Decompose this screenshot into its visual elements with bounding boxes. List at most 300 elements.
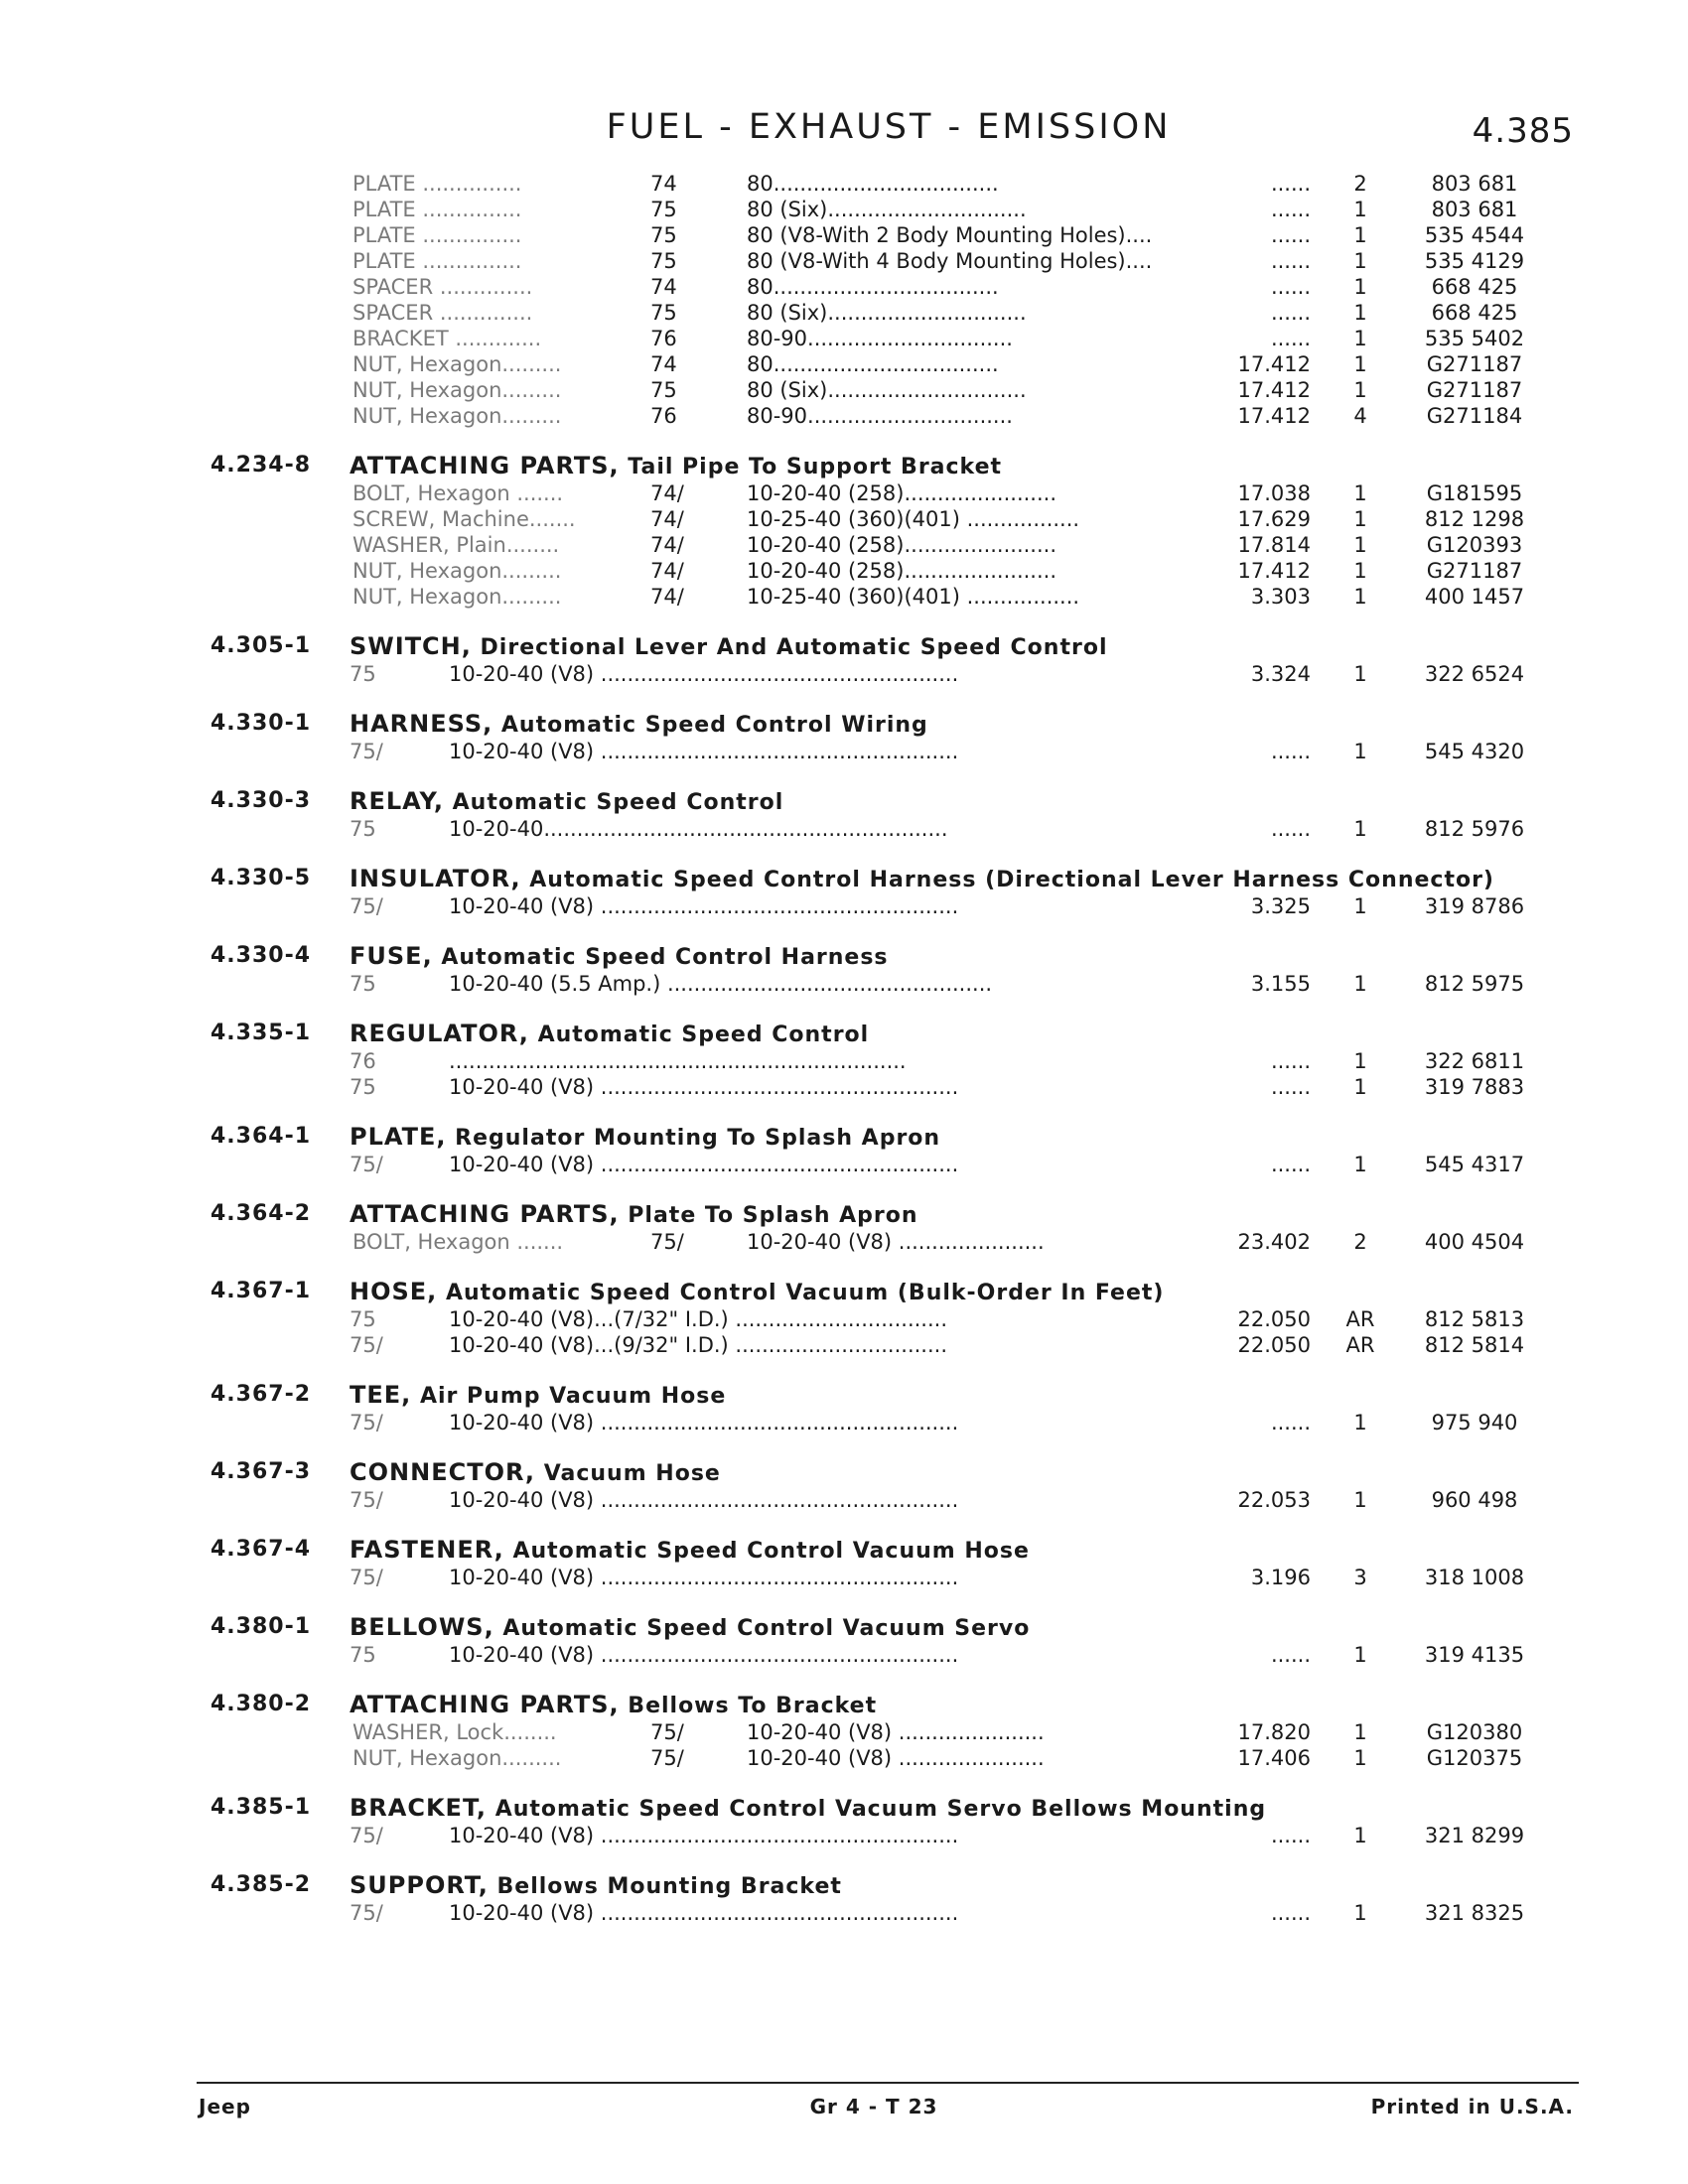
part-group — [0, 1612, 1688, 1668]
part-group — [0, 709, 1688, 764]
group-title — [350, 786, 783, 818]
index-number: 17.412 — [1237, 559, 1311, 583]
part-number: 321 8325 — [1424, 1901, 1525, 1925]
group-header — [0, 1793, 1688, 1823]
index-number: 3.196 — [1250, 1566, 1311, 1589]
application: 80 (Six).............................. — [747, 301, 1027, 325]
group-number: 4.367-3 — [211, 1459, 312, 1484]
group-description: Automatic Speed Control — [452, 790, 784, 815]
quantity: 1 — [1353, 249, 1367, 273]
part-name: PLATE ............... — [352, 223, 522, 247]
group-description: Automatic Speed Control Vacuum (Bulk-Order In Feet) — [445, 1281, 1165, 1305]
model-ref: 75/ — [650, 1746, 684, 1770]
model-ref: 75/ — [350, 1488, 383, 1512]
part-number: 535 5402 — [1424, 327, 1525, 350]
group-number: 4.364-1 — [211, 1124, 312, 1149]
part-number: G271187 — [1426, 352, 1523, 376]
part-name: PLATE ............... — [352, 198, 522, 221]
part-name: WASHER, Plain........ — [352, 533, 560, 557]
part-row — [0, 971, 1688, 997]
model-ref: 75/ — [350, 1333, 383, 1357]
part-row — [0, 1410, 1688, 1435]
group-number: 4.305-1 — [211, 633, 312, 658]
group-name: ATTACHING PARTS, — [350, 452, 620, 479]
part-row — [0, 558, 1688, 584]
part-row — [0, 248, 1688, 274]
quantity: 1 — [1353, 301, 1367, 325]
part-number: 319 8786 — [1424, 894, 1525, 918]
part-row — [0, 584, 1688, 610]
model-ref: 75 — [350, 1643, 376, 1667]
part-name: PLATE ............... — [352, 172, 522, 196]
quantity: 2 — [1353, 172, 1367, 196]
part-row — [0, 661, 1688, 687]
group-header — [0, 786, 1688, 816]
quantity: 1 — [1353, 1153, 1367, 1176]
part-name: PLATE ............... — [352, 249, 522, 273]
model-ref: 76 — [650, 404, 677, 428]
part-group — [0, 1793, 1688, 1848]
group-number: 4.335-1 — [211, 1021, 312, 1045]
group-header — [0, 1277, 1688, 1306]
group-header — [0, 451, 1688, 480]
part-group — [0, 941, 1688, 997]
application: 80 (V8-With 4 Body Mounting Holes).... — [747, 249, 1153, 273]
group-header — [0, 1380, 1688, 1410]
part-number: 545 4320 — [1424, 740, 1525, 763]
part-row — [0, 1745, 1688, 1771]
part-number: G181595 — [1426, 481, 1523, 505]
application: 10-20-40 (V8) ...................................................... — [449, 894, 959, 918]
application: 10-20-40 (V8) ...................................................... — [449, 1566, 959, 1589]
model-ref: 75 — [650, 223, 677, 247]
part-number: 535 4544 — [1424, 223, 1525, 247]
group-number: 4.330-4 — [211, 943, 312, 968]
application: 80 (V8-With 2 Body Mounting Holes).... — [747, 223, 1153, 247]
part-row — [0, 351, 1688, 377]
model-ref: 75 — [350, 817, 376, 841]
index-number: 22.050 — [1237, 1307, 1311, 1331]
part-row — [0, 1719, 1688, 1745]
quantity: 1 — [1353, 559, 1367, 583]
group-number: 4.380-2 — [211, 1692, 312, 1716]
application: 80-90............................... — [747, 404, 1013, 428]
application: 10-20-40 (258)....................... — [747, 533, 1056, 557]
part-group — [0, 1019, 1688, 1100]
group-name: ATTACHING PARTS, — [350, 1200, 620, 1228]
quantity: 1 — [1353, 817, 1367, 841]
model-ref: 74 — [650, 172, 677, 196]
part-number: 812 5814 — [1424, 1333, 1525, 1357]
application: 80 (Six).............................. — [747, 378, 1027, 402]
part-number: 318 1008 — [1424, 1566, 1525, 1589]
part-name: SPACER .............. — [352, 301, 533, 325]
model-ref: 75 — [650, 249, 677, 273]
group-title — [350, 1870, 842, 1902]
index-number: ...... — [1270, 1153, 1311, 1176]
group-description: Automatic Speed Control Harness (Directional Lever Harness Connector) — [529, 868, 1494, 892]
quantity: 1 — [1353, 1746, 1367, 1770]
model-ref: 75/ — [350, 1153, 383, 1176]
index-number: ...... — [1270, 301, 1311, 325]
part-number: G271187 — [1426, 378, 1523, 402]
part-row — [0, 171, 1688, 197]
group-header — [0, 1457, 1688, 1487]
part-number: 812 5976 — [1424, 817, 1525, 841]
part-row — [0, 1306, 1688, 1332]
part-group — [0, 1457, 1688, 1513]
index-number: ...... — [1270, 1075, 1311, 1099]
model-ref: 75 — [350, 1075, 376, 1099]
page-title: FUEL - EXHAUST - EMISSION — [606, 107, 1172, 147]
quantity: 3 — [1353, 1566, 1367, 1589]
part-row — [0, 532, 1688, 558]
part-group — [0, 864, 1688, 919]
model-ref: 75 — [350, 972, 376, 996]
application: 80.................................. — [747, 172, 999, 196]
model-ref: 75/ — [350, 1566, 383, 1589]
application: 10-20-40 (V8) ...................................................... — [449, 1411, 959, 1434]
quantity: 1 — [1353, 585, 1367, 609]
part-row — [0, 480, 1688, 506]
group-name: SWITCH, — [350, 632, 472, 660]
index-number: ...... — [1270, 223, 1311, 247]
quantity: 1 — [1353, 894, 1367, 918]
index-number: 17.412 — [1237, 352, 1311, 376]
part-row — [0, 326, 1688, 351]
index-number: 23.402 — [1237, 1230, 1311, 1254]
part-number: 668 425 — [1431, 275, 1518, 299]
index-number: ...... — [1270, 1411, 1311, 1434]
group-number: 4.330-5 — [211, 866, 312, 890]
part-name: SPACER .............. — [352, 275, 533, 299]
quantity: 1 — [1353, 1824, 1367, 1847]
part-number: 321 8299 — [1424, 1824, 1525, 1847]
group-name: FASTENER, — [350, 1536, 504, 1564]
group-title — [350, 1122, 940, 1154]
part-name: SCREW, Machine....... — [352, 507, 576, 531]
part-row — [0, 1487, 1688, 1513]
part-name: WASHER, Lock........ — [352, 1720, 557, 1744]
quantity: 1 — [1353, 972, 1367, 996]
part-row — [0, 1048, 1688, 1074]
part-group — [0, 1690, 1688, 1771]
group-description: Plate To Splash Apron — [628, 1203, 918, 1228]
index-number: 22.053 — [1237, 1488, 1311, 1512]
part-number: G120375 — [1426, 1746, 1523, 1770]
part-row — [0, 1152, 1688, 1177]
index-number: ...... — [1270, 1049, 1311, 1073]
group-description: Tail Pipe To Support Bracket — [628, 455, 1003, 479]
part-name: NUT, Hexagon......... — [352, 404, 562, 428]
index-number: ...... — [1270, 327, 1311, 350]
group-number: 4.385-2 — [211, 1872, 312, 1897]
group-description: Automatic Speed Control Harness — [441, 945, 889, 970]
page-number: 4.385 — [1472, 111, 1574, 151]
part-number: 668 425 — [1431, 301, 1518, 325]
quantity: 1 — [1353, 1901, 1367, 1925]
group-description: Vacuum Hose — [543, 1461, 721, 1486]
application: 80-90............................... — [747, 327, 1013, 350]
part-row — [0, 197, 1688, 222]
part-row — [0, 1332, 1688, 1358]
model-ref: 76 — [350, 1049, 376, 1073]
group-name: BELLOWS, — [350, 1613, 494, 1641]
model-ref: 75/ — [350, 1901, 383, 1925]
group-header — [0, 1870, 1688, 1900]
part-row — [0, 1229, 1688, 1255]
part-number: 319 7883 — [1424, 1075, 1525, 1099]
quantity: 1 — [1353, 378, 1367, 402]
group-title — [350, 631, 1107, 663]
index-number: ...... — [1270, 1901, 1311, 1925]
index-number: 17.820 — [1237, 1720, 1311, 1744]
model-ref: 75/ — [650, 1230, 684, 1254]
quantity: 1 — [1353, 198, 1367, 221]
quantity: 1 — [1353, 481, 1367, 505]
group-description: Directional Lever And Automatic Speed Control — [480, 635, 1108, 660]
model-ref: 74/ — [650, 507, 684, 531]
group-number: 4.367-1 — [211, 1279, 312, 1303]
group-description: Bellows Mounting Bracket — [496, 1874, 842, 1899]
part-number: G120393 — [1426, 533, 1523, 557]
group-name: ATTACHING PARTS, — [350, 1691, 620, 1718]
index-number: ...... — [1270, 249, 1311, 273]
group-name: FUSE, — [350, 942, 433, 970]
parts-list — [0, 171, 1688, 1926]
group-title — [350, 1612, 1030, 1644]
part-row — [0, 403, 1688, 429]
group-title — [350, 1019, 869, 1050]
model-ref: 75/ — [350, 894, 383, 918]
group-title — [350, 864, 1494, 895]
part-name: BOLT, Hexagon ....... — [352, 1230, 564, 1254]
group-header — [0, 1535, 1688, 1565]
group-name: SUPPORT, — [350, 1871, 489, 1899]
quantity: 1 — [1353, 275, 1367, 299]
group-title — [350, 941, 889, 973]
quantity: 1 — [1353, 740, 1367, 763]
group-title — [350, 709, 928, 741]
model-ref: 75 — [650, 198, 677, 221]
part-name: NUT, Hexagon......... — [352, 352, 562, 376]
model-ref: 76 — [650, 327, 677, 350]
part-row — [0, 1900, 1688, 1926]
group-description: Automatic Speed Control — [537, 1023, 870, 1047]
application: 10-20-40 (V8) ...................................................... — [449, 1901, 959, 1925]
quantity: AR — [1345, 1333, 1375, 1357]
group-title — [350, 451, 1002, 482]
index-number: 17.814 — [1237, 533, 1311, 557]
model-ref: 75/ — [350, 1411, 383, 1434]
group-name: BRACKET, — [350, 1794, 488, 1822]
group-number: 4.380-1 — [211, 1614, 312, 1639]
application: 80 (Six).............................. — [747, 198, 1027, 221]
index-number: ...... — [1270, 1824, 1311, 1847]
part-number: 400 4504 — [1424, 1230, 1525, 1254]
quantity: 1 — [1353, 1411, 1367, 1434]
model-ref: 74/ — [650, 481, 684, 505]
application: 10-20-40 (V8) ...................................................... — [449, 1488, 959, 1512]
model-ref: 75 — [650, 378, 677, 402]
quantity: 1 — [1353, 1049, 1367, 1073]
group-number: 4.234-8 — [211, 453, 312, 478]
part-name: BRACKET ............. — [352, 327, 542, 350]
index-number: 17.412 — [1237, 378, 1311, 402]
part-number: G120380 — [1426, 1720, 1523, 1744]
footer-printed: Printed in U.S.A. — [1370, 2095, 1574, 2118]
group-name: HARNESS, — [350, 710, 493, 738]
part-number: 400 1457 — [1424, 585, 1525, 609]
part-number: 803 681 — [1431, 198, 1518, 221]
index-number: 3.155 — [1250, 972, 1311, 996]
part-row — [0, 300, 1688, 326]
part-group — [0, 1380, 1688, 1435]
part-row — [0, 222, 1688, 248]
application: 10-20-40 (V8) ...................... — [747, 1230, 1045, 1254]
group-name: PLATE, — [350, 1123, 447, 1151]
part-number: 545 4317 — [1424, 1153, 1525, 1176]
group-description: Automatic Speed Control Vacuum Hose — [512, 1539, 1030, 1564]
part-number: G271184 — [1426, 404, 1523, 428]
group-description: Automatic Speed Control Vacuum Servo Bellows Mounting — [494, 1797, 1267, 1822]
application: 10-20-40 (V8) ...................................................... — [449, 740, 959, 763]
part-row — [0, 816, 1688, 842]
quantity: 1 — [1353, 1720, 1367, 1744]
group-header — [0, 1019, 1688, 1048]
part-group — [0, 451, 1688, 610]
application: 10-25-40 (360)(401) ................. — [747, 585, 1080, 609]
part-name: NUT, Hexagon......... — [352, 585, 562, 609]
quantity: 4 — [1353, 404, 1367, 428]
group-name: CONNECTOR, — [350, 1458, 536, 1486]
application: 10-25-40 (360)(401) ................. — [747, 507, 1080, 531]
part-row — [0, 377, 1688, 403]
model-ref: 74 — [650, 275, 677, 299]
quantity: 1 — [1353, 223, 1367, 247]
application: 10-20-40 (V8) ...................................................... — [449, 1153, 959, 1176]
group-name: INSULATOR, — [350, 865, 521, 892]
model-ref: 75 — [350, 1307, 376, 1331]
quantity: 1 — [1353, 1075, 1367, 1099]
part-group — [0, 1277, 1688, 1358]
part-group — [0, 1199, 1688, 1255]
model-ref: 74/ — [650, 533, 684, 557]
group-header — [0, 709, 1688, 739]
group-description: Bellows To Bracket — [628, 1694, 878, 1718]
index-number: ...... — [1270, 817, 1311, 841]
part-group — [0, 1122, 1688, 1177]
group-header — [0, 1122, 1688, 1152]
quantity: 2 — [1353, 1230, 1367, 1254]
group-number: 4.330-3 — [211, 788, 312, 813]
index-number: 3.325 — [1250, 894, 1311, 918]
footer-divider — [197, 2082, 1579, 2084]
index-number: ...... — [1270, 172, 1311, 196]
model-ref: 75/ — [350, 1824, 383, 1847]
quantity: AR — [1345, 1307, 1375, 1331]
part-row — [0, 274, 1688, 300]
group-header — [0, 1612, 1688, 1642]
application: 10-20-40 (258)....................... — [747, 481, 1056, 505]
part-name: NUT, Hexagon......... — [352, 1746, 562, 1770]
footer-group: Gr 4 - T 23 — [809, 2095, 938, 2118]
group-name: RELAY, — [350, 787, 444, 815]
part-number: 960 498 — [1431, 1488, 1518, 1512]
part-group — [0, 1535, 1688, 1590]
application: 10-20-40 (258)....................... — [747, 559, 1056, 583]
part-number: 322 6524 — [1424, 662, 1525, 686]
quantity: 1 — [1353, 507, 1367, 531]
application: 10-20-40 (V8) ...................... — [747, 1746, 1045, 1770]
application: 10-20-40 (V8) ...................................................... — [449, 1824, 959, 1847]
part-name: NUT, Hexagon......... — [352, 378, 562, 402]
group-name: TEE, — [350, 1381, 412, 1409]
index-number: 22.050 — [1237, 1333, 1311, 1357]
group-header — [0, 1690, 1688, 1719]
group-title — [350, 1277, 1164, 1308]
model-ref: 74/ — [650, 559, 684, 583]
model-ref: 74/ — [650, 585, 684, 609]
model-ref: 75 — [650, 301, 677, 325]
group-title — [350, 1457, 721, 1489]
index-number: ...... — [1270, 198, 1311, 221]
group-number: 4.367-2 — [211, 1382, 312, 1407]
part-number: 975 940 — [1431, 1411, 1518, 1434]
group-description: Automatic Speed Control Vacuum Servo — [502, 1616, 1031, 1641]
part-number: G271187 — [1426, 559, 1523, 583]
part-row — [0, 1642, 1688, 1668]
part-row — [0, 1565, 1688, 1590]
part-row — [0, 1823, 1688, 1848]
part-name: NUT, Hexagon......... — [352, 559, 562, 583]
quantity: 1 — [1353, 1488, 1367, 1512]
application: 10-20-40 (V8) ...................... — [747, 1720, 1045, 1744]
group-number: 4.385-1 — [211, 1795, 312, 1820]
application: ..................................................................... — [449, 1049, 907, 1073]
group-title — [350, 1793, 1266, 1825]
model-ref: 75/ — [650, 1720, 684, 1744]
part-number: 812 5975 — [1424, 972, 1525, 996]
group-header — [0, 1199, 1688, 1229]
group-description: Automatic Speed Control Wiring — [500, 713, 928, 738]
group-name: REGULATOR, — [350, 1020, 529, 1047]
index-number: 17.412 — [1237, 404, 1311, 428]
index-number: 3.303 — [1250, 585, 1311, 609]
footer-brand: Jeep — [199, 2095, 251, 2118]
group-name: HOSE, — [350, 1278, 438, 1305]
quantity: 1 — [1353, 662, 1367, 686]
group-title — [350, 1199, 918, 1231]
group-number: 4.364-2 — [211, 1201, 312, 1226]
group-title — [350, 1380, 726, 1412]
model-ref: 75/ — [350, 740, 383, 763]
part-number: 322 6811 — [1424, 1049, 1525, 1073]
quantity: 1 — [1353, 1643, 1367, 1667]
group-header — [0, 631, 1688, 661]
group-number: 4.330-1 — [211, 711, 312, 736]
quantity: 1 — [1353, 327, 1367, 350]
model-ref: 74 — [650, 352, 677, 376]
part-group — [0, 1870, 1688, 1926]
application: 10-20-40 (V8) ...................................................... — [449, 1643, 959, 1667]
application: 80.................................. — [747, 352, 999, 376]
part-number: 319 4135 — [1424, 1643, 1525, 1667]
application: 10-20-40 (V8)...(7/32" I.D.) ................................ — [449, 1307, 948, 1331]
index-number: 17.406 — [1237, 1746, 1311, 1770]
quantity: 1 — [1353, 533, 1367, 557]
application: 80.................................. — [747, 275, 999, 299]
